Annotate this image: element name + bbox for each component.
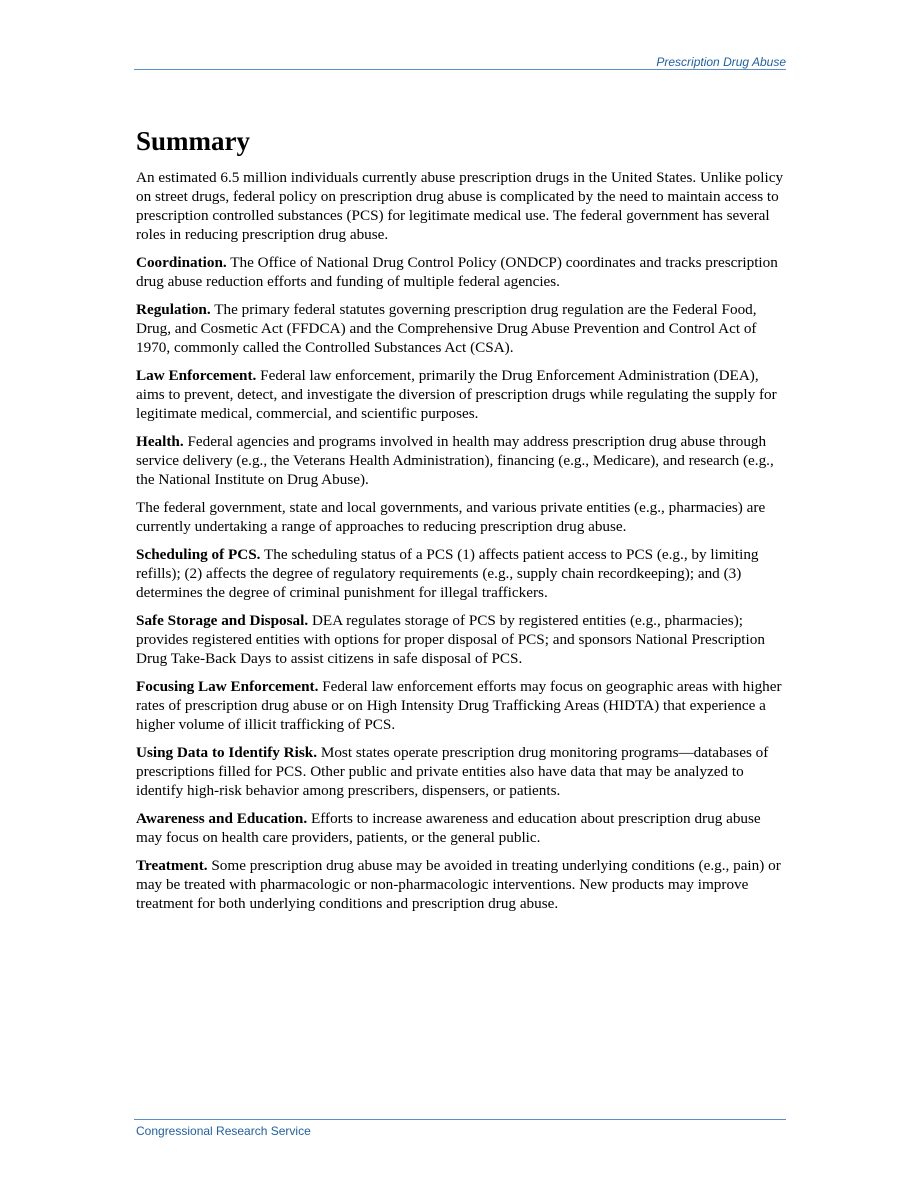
- approach-text: The scheduling status of a PCS (1) affects patient access to PCS (e.g., by limiting refills); (2) affects the degree of regulatory requirements (e.g., supply chain recordkeeping); and (3) determines the degree of criminal punishment for illegal traffickers.: [136, 546, 759, 601]
- approach-text: Efforts to increase awareness and education about prescription drug abuse may focus on health care providers, patients, or the general public.: [136, 810, 761, 846]
- approach-term: Focusing Law Enforcement.: [136, 678, 319, 695]
- approach-term: Using Data to Identify Risk.: [136, 744, 318, 761]
- role-text: The Office of National Drug Control Policy (ONDCP) coordinates and tracks prescription drug abuse reduction efforts and funding of multiple federal agencies.: [136, 254, 778, 290]
- role-term: Regulation.: [136, 301, 211, 318]
- approach-text: Federal law enforcement efforts may focus on geographic areas with higher rates of prescription drug abuse or on High Intensity Drug Trafficking Areas (HIDTA) that experience a higher volume of illicit trafficking of PCS.: [136, 678, 782, 733]
- approach-focusing-law-enforcement: [136, 677, 786, 734]
- running-footer: [134, 1119, 786, 1138]
- approach-awareness-education: [136, 809, 786, 847]
- approach-treatment: [136, 856, 786, 913]
- role-health: [136, 432, 786, 489]
- role-law-enforcement: [136, 366, 786, 423]
- approach-term: Scheduling of PCS.: [136, 546, 261, 563]
- approach-text: Most states operate prescription drug monitoring programs—databases of prescriptions filled for PCS. Other public and private entities also have data that may be analyzed to identify high-risk behavior among prescribers, dispensers, or patients.: [136, 744, 769, 799]
- summary-section: [136, 124, 786, 922]
- role-term: Law Enforcement.: [136, 367, 257, 384]
- role-coordination: [136, 253, 786, 291]
- role-regulation: [136, 300, 786, 357]
- role-text: Federal law enforcement, primarily the Drug Enforcement Administration (DEA), aims to prevent, detect, and investigate the diversion of prescription drugs while regulating the supply for legitimate medical, commercial, and scientific purposes.: [136, 367, 777, 422]
- approach-text: DEA regulates storage of PCS by registered entities (e.g., pharmacies); provides registered entities with options for proper disposal of PCS; and sponsors National Prescription Drug Take-Back Days to assist citizens in safe disposal of PCS.: [136, 612, 765, 667]
- approach-text: Some prescription drug abuse may be avoided in treating underlying conditions (e.g., pain) or may be treated with pharmacologic or non-pharmacologic interventions. New products may improve treatment for both underlying conditions and prescription drug abuse.: [136, 857, 781, 912]
- approach-term: Awareness and Education.: [136, 810, 308, 827]
- role-text: Federal agencies and programs involved in health may address prescription drug abuse through service delivery (e.g., the Veterans Health Administration), financing (e.g., Medicare), and research (e.g., the National Institute on Drug Abuse).: [136, 433, 774, 488]
- role-text: The primary federal statutes governing prescription drug regulation are the Federal Food, Drug, and Cosmetic Act (FFDCA) and the Comprehensive Drug Abuse Prevention and Control Act of 1970, commonly called the Controlled Substances Act (CSA).: [136, 301, 757, 356]
- approach-term: Safe Storage and Disposal.: [136, 612, 309, 629]
- footer-organization: Congressional Research Service: [136, 1124, 311, 1138]
- approach-scheduling: [136, 545, 786, 602]
- running-header-title: Prescription Drug Abuse: [656, 55, 786, 69]
- intro-paragraph: An estimated 6.5 million individuals currently abuse prescription drugs in the United States. Unlike policy on street drugs, federal policy on prescription drug abuse is complicated by the need to maintain access to prescription controlled substances (PCS) for legitimate medical use. The federal government has several roles in reducing prescription drug abuse.: [136, 169, 784, 243]
- role-term: Health.: [136, 433, 184, 450]
- page-title: Summary: [136, 126, 250, 156]
- approach-using-data: [136, 743, 786, 800]
- running-header: [134, 54, 786, 70]
- approaches-intro-paragraph: The federal government, state and local governments, and various private entities (e.g., pharmacies) are currently undertaking a range of approaches to reducing prescription drug abuse.: [136, 499, 766, 535]
- approach-term: Treatment.: [136, 857, 208, 874]
- approach-safe-storage: [136, 611, 786, 668]
- role-term: Coordination.: [136, 254, 227, 271]
